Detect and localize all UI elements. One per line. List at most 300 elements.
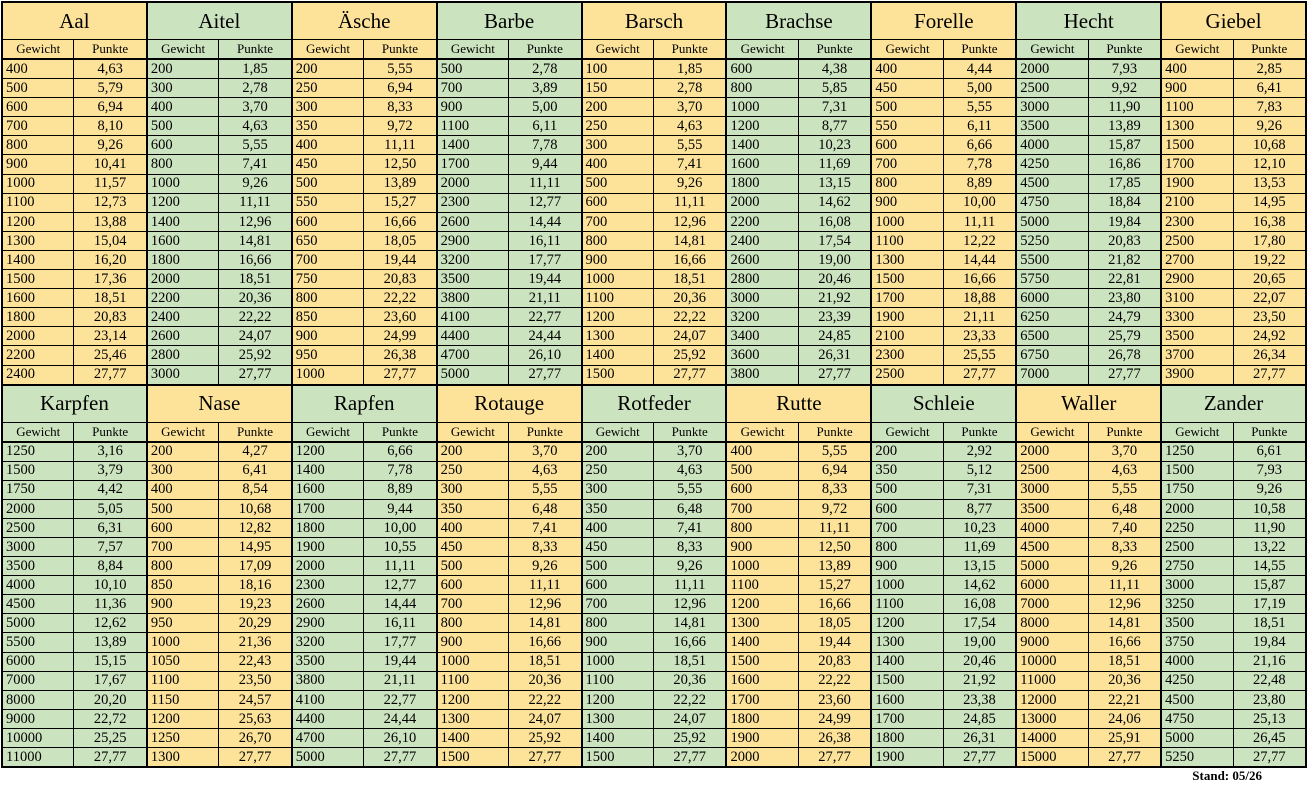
table-row [3,538,146,557]
value-rows [148,443,291,767]
weight-cell: 1800 [3,308,74,326]
table-row [872,538,1015,557]
table-row [1162,366,1305,384]
weight-cell: 1900 [293,538,364,556]
points-cell: 24,07 [673,710,707,727]
weight-cell: 1400 [3,251,74,269]
table-row [1017,443,1160,462]
table-row [148,614,291,633]
weight-cell: 700 [438,79,509,97]
weight-cell: 2500 [872,366,943,384]
points-cell: 11,11 [818,519,851,536]
weight-cell: 1900 [872,748,943,766]
table-row [293,232,436,251]
table-row [293,60,436,79]
points-cell: 12,50 [818,538,851,555]
fish-block-aal [3,3,146,384]
weight-cell: 900 [293,327,364,345]
value-rows [872,443,1015,767]
points-cell: 23,60 [818,691,851,708]
table-row [872,327,1015,346]
weight-cell: 1750 [1162,481,1233,499]
table-row [438,60,581,79]
points-cell: 3,70 [677,98,703,115]
weight-cell: 6750 [1017,346,1088,364]
weight-cell: 500 [148,117,219,135]
points-cell: 23,38 [963,691,996,708]
table-row [148,213,291,232]
table-row [148,136,291,155]
points-cell: 26,31 [963,729,996,746]
points-cell: 7,83 [1256,98,1282,115]
points-cell: 7,93 [1111,60,1138,77]
weight-cell: 1600 [872,691,943,709]
weight-cell: 10000 [3,729,74,747]
table-row [438,462,581,481]
table-row [293,710,436,729]
points-cell: 11,36 [94,596,127,613]
weight-cell: 7000 [3,672,74,690]
weight-cell: 1200 [583,308,654,326]
table-row [727,500,870,519]
fish-name: Nase [148,386,291,423]
points-cell: 23,80 [1252,691,1286,708]
table-row [872,672,1015,691]
weight-cell: 1100 [583,672,654,690]
table-row [1017,500,1160,519]
points-cell: 15,15 [93,653,127,670]
table-row [1017,633,1160,652]
points-cell: 16,66 [1108,634,1141,651]
points-cell: 22,22 [673,309,707,326]
points-cell: 13,15 [963,557,996,574]
points-cell: 14,81 [238,232,272,249]
points-cell: 9,44 [532,156,558,173]
weight-cell: 2200 [148,289,219,307]
points-cell: 16,20 [93,251,127,268]
table-row [1162,327,1305,346]
points-cell: 26,78 [1108,347,1141,364]
weight-cell: 1400 [293,462,364,480]
points-cell: 10,55 [383,538,417,555]
value-rows [583,60,726,384]
points-cell: 17,67 [93,672,127,689]
table-row [583,366,726,384]
points-cell: 7,41 [677,156,703,173]
weight-header: Gewicht [1162,40,1233,58]
points-cell: 24,07 [528,710,562,727]
points-cell: 22,21 [1108,691,1141,708]
table-row [438,366,581,384]
table-row [1017,614,1160,633]
table-row [1017,346,1160,365]
table-row [438,710,581,729]
points-header: Punkte [92,423,129,439]
points-cell: 6,48 [1111,500,1138,517]
weight-cell: 1100 [148,672,219,690]
weight-cell: 300 [438,481,509,499]
table-row [3,136,146,155]
weight-cell: 2250 [1162,519,1233,537]
table-row [438,672,581,691]
table-row [727,60,870,79]
weight-cell: 400 [438,519,509,537]
table-row [872,232,1015,251]
weight-cell: 2500 [1162,538,1233,556]
points-cell: 8,84 [97,557,123,574]
fish-block-rotauge [438,386,581,767]
weight-cell: 1000 [148,633,219,651]
weight-cell: 1200 [438,691,509,709]
table-row [148,175,291,194]
weight-cell: 800 [727,79,798,97]
table-row [293,251,436,270]
weight-cell: 400 [583,155,654,173]
weight-cell: 1000 [293,366,364,384]
points-cell: 18,51 [673,653,707,670]
points-cell: 6,41 [1256,79,1282,96]
weight-cell: 13000 [1017,710,1088,728]
points-cell: 16,38 [1252,213,1286,230]
table-row [583,614,726,633]
points-cell: 19,84 [1252,634,1286,651]
table-row [438,289,581,308]
table-row [293,327,436,346]
table-row [438,232,581,251]
points-header: Punkte [1251,41,1288,56]
weight-cell: 7000 [1017,595,1088,613]
points-cell: 3,70 [532,443,558,460]
weight-cell: 4000 [1017,136,1088,154]
table-row [583,462,726,481]
weight-cell: 2000 [727,194,798,212]
points-cell: 12,96 [238,213,272,230]
weight-cell: 4400 [438,327,509,345]
table-row [293,79,436,98]
points-cell: 13,15 [818,175,851,192]
weight-header: Gewicht [583,40,654,58]
table-row [1162,251,1305,270]
weight-cell: 2300 [293,576,364,594]
table-row [148,710,291,729]
points-cell: 11,11 [529,576,561,593]
weight-cell: 900 [872,194,943,212]
table-row [293,346,436,365]
points-cell: 26,10 [383,729,417,746]
points-cell: 21,36 [238,634,272,651]
weight-cell: 300 [583,481,654,499]
points-cell: 25,92 [673,347,707,364]
points-cell: 27,77 [528,748,562,765]
weight-cell: 650 [293,232,364,250]
value-rows [1162,443,1305,767]
table-row [872,60,1015,79]
points-cell: 17,09 [238,557,272,574]
table-row [872,251,1015,270]
weight-cell: 1700 [438,155,509,173]
weight-cell: 400 [293,136,364,154]
weight-cell: 3000 [1017,481,1088,499]
weight-cell: 4250 [1162,672,1233,690]
points-cell: 27,77 [673,366,707,383]
weight-cell: 1800 [727,710,798,728]
table-row [1162,308,1305,327]
points-cell: 7,78 [532,137,558,154]
points-cell: 24,57 [238,691,272,708]
points-cell: 8,77 [966,500,993,517]
table-row [3,366,146,384]
points-cell: 2,78 [242,79,268,96]
weight-cell: 3500 [3,557,74,575]
table-row [727,327,870,346]
table-row [438,653,581,672]
weight-cell: 250 [583,117,654,135]
weight-cell: 1100 [1162,98,1233,116]
table-row [727,155,870,174]
points-cell: 24,44 [383,710,417,727]
table-row [1162,98,1305,117]
points-cell: 3,70 [1111,443,1138,460]
weight-cell: 250 [438,462,509,480]
table-row [1162,136,1305,155]
points-cell: 8,33 [387,98,413,115]
weight-cell: 1500 [3,270,74,288]
table-row [1162,633,1305,652]
table-row [293,213,436,232]
weight-cell: 1200 [293,443,364,461]
points-cell: 12,82 [238,519,272,536]
table-row [438,691,581,710]
table-row [727,729,870,748]
points-cell: 26,31 [818,347,851,364]
weight-cell: 2300 [1162,213,1233,231]
points-cell: 18,05 [383,232,417,249]
weight-cell: 600 [872,136,943,154]
points-header: Punkte [961,41,998,56]
table-row [293,462,436,481]
weight-cell: 700 [3,117,74,135]
table-row [583,672,726,691]
points-cell: 6,61 [1256,443,1282,460]
table-row [727,443,870,462]
weight-cell: 1400 [583,729,654,747]
fish-name: Schleie [872,386,1015,423]
table-row [583,691,726,710]
table-row [438,519,581,538]
points-cell: 9,26 [532,557,558,574]
table-row [872,519,1015,538]
table-row [148,557,291,576]
weight-cell: 1000 [438,653,509,671]
points-cell: 21,11 [528,289,561,306]
points-cell: 15,27 [818,576,851,593]
points-cell: 14,44 [383,596,417,613]
points-cell: 10,23 [818,137,851,154]
table-row [293,366,436,384]
weight-cell: 1600 [3,289,74,307]
points-cell: 23,60 [383,309,417,326]
points-cell: 26,38 [818,729,851,746]
weight-cell: 400 [583,519,654,537]
table-row [583,308,726,327]
weight-cell: 350 [583,500,654,518]
weight-cell: 200 [148,443,219,461]
points-cell: 24,92 [1252,328,1286,345]
points-cell: 10,23 [963,519,996,536]
table-row [727,633,870,652]
table-row [872,443,1015,462]
weight-cell: 900 [438,633,509,651]
weight-cell: 1300 [583,710,654,728]
table-row [148,194,291,213]
weight-cell: 4400 [293,710,364,728]
table-row [148,748,291,766]
table-row [1017,308,1160,327]
points-cell: 20,20 [93,691,127,708]
weight-cell: 3000 [1017,98,1088,116]
points-cell: 6,94 [387,79,413,96]
weight-cell: 900 [583,633,654,651]
weight-cell: 500 [293,175,364,193]
weight-cell: 1300 [583,327,654,345]
points-cell: 27,77 [238,748,272,765]
table-row [148,691,291,710]
weight-cell: 200 [583,98,654,116]
weight-cell: 1400 [872,653,943,671]
value-rows [1017,60,1160,384]
points-cell: 25,25 [93,729,127,746]
column-header-row [293,40,436,60]
points-cell: 22,77 [383,691,417,708]
points-cell: 9,26 [677,557,703,574]
table-row [1017,155,1160,174]
points-cell: 13,89 [818,557,851,574]
points-cell: 4,27 [242,443,268,460]
table-row [1017,748,1160,766]
table-row [1162,595,1305,614]
table-row [1162,443,1305,462]
points-cell: 20,36 [1108,672,1141,689]
points-cell: 18,51 [528,653,562,670]
points-cell: 15,87 [1252,576,1286,593]
weight-cell: 9000 [3,710,74,728]
weight-cell: 2000 [1017,60,1088,78]
points-cell: 6,66 [966,137,993,154]
points-cell: 20,83 [1108,232,1141,249]
table-row [1017,136,1160,155]
points-cell: 16,11 [383,615,416,632]
table-row [1017,79,1160,98]
points-cell: 9,72 [821,500,848,517]
weight-header: Gewicht [148,40,219,58]
weight-cell: 900 [727,538,798,556]
weight-header: Gewicht [727,423,798,441]
table-row [727,346,870,365]
table-row [583,500,726,519]
table-row [148,232,291,251]
points-cell: 22,22 [238,309,272,326]
column-header-row [293,423,436,443]
table-row [872,136,1015,155]
weight-cell: 800 [293,289,364,307]
points-cell: 5,55 [677,137,703,154]
points-header: Punkte [1106,423,1143,439]
weight-cell: 350 [438,500,509,518]
points-cell: 25,46 [93,347,127,364]
weight-cell: 5750 [1017,270,1088,288]
weight-header: Gewicht [1017,423,1088,441]
weight-cell: 10000 [1017,653,1088,671]
weight-cell: 700 [872,519,943,537]
points-cell: 12,22 [963,232,996,249]
table-row [438,614,581,633]
stand-date: Stand: 05/26 [1192,768,1262,783]
weight-cell: 600 [727,60,798,78]
table-row [1017,366,1160,384]
points-cell: 27,77 [818,748,851,765]
points-cell: 16,66 [818,596,851,613]
table-row [293,653,436,672]
weight-cell: 4700 [438,346,509,364]
table-row [872,79,1015,98]
weight-cell: 600 [148,519,219,537]
weight-cell: 4100 [293,691,364,709]
table-row [1017,213,1160,232]
table-row [1162,175,1305,194]
weight-cell: 2600 [438,213,509,231]
weight-cell: 1300 [148,748,219,766]
weight-cell: 200 [293,60,364,78]
points-cell: 10,68 [238,500,272,517]
value-rows [1162,60,1305,384]
table-row [3,748,146,766]
table-row [1162,232,1305,251]
table-row [293,500,436,519]
table-row [872,117,1015,136]
table-row [293,270,436,289]
points-cell: 10,41 [93,156,127,173]
points-cell: 16,86 [1108,156,1141,173]
weight-cell: 1900 [727,729,798,747]
weight-cell: 1000 [872,576,943,594]
points-cell: 7,41 [532,519,558,536]
weight-cell: 1200 [872,614,943,632]
table-row [727,79,870,98]
table-row [148,633,291,652]
points-cell: 12,77 [528,194,562,211]
weight-cell: 2000 [1162,500,1233,518]
table-row [583,251,726,270]
points-cell: 20,36 [528,672,562,689]
points-cell: 24,07 [238,328,272,345]
table-row [3,500,146,519]
weight-cell: 1300 [438,710,509,728]
weight-cell: 1300 [1162,117,1233,135]
weight-cell: 6250 [1017,308,1088,326]
fish-name: Waller [1017,386,1160,423]
weight-cell: 200 [148,60,219,78]
points-cell: 21,82 [1108,251,1141,268]
table-row [438,595,581,614]
value-rows [727,443,870,767]
points-cell: 19,44 [383,653,417,670]
points-cell: 9,92 [1111,79,1138,96]
table-row [872,175,1015,194]
table-row [3,289,146,308]
table-row [438,729,581,748]
table-row [872,595,1015,614]
weight-cell: 300 [148,462,219,480]
